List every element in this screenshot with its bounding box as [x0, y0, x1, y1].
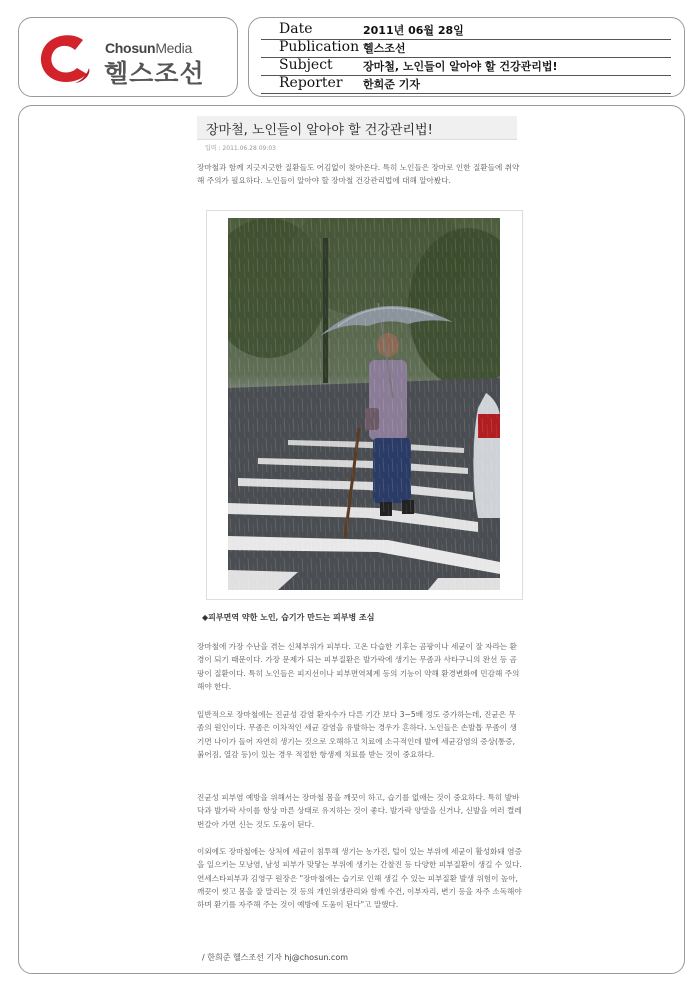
chosun-media-logo-icon	[35, 30, 97, 84]
logo-box	[18, 17, 238, 97]
article-paragraph: 일반적으로 장마철에는 진균성 감염 환자수가 다른 기간 보다 3~5배 정도 증가하는데, 진균은 무좀의 원인이다. 무좀은 이차적인 세균 감염을 유발하는 경우가 흔하다. 노인들은 손발톱 무좀이 생기면 나이가 들어 자연히 생기는 것으로 오해하고 치료에 소극적인데 발에 세균감염의 증상(통증, 붉어짐, 열감 등)이 있는 경우 적절한 항생제 치료를 받는 것이 중요하다.	[197, 710, 517, 759]
meta-row-reporter	[261, 75, 671, 94]
article-photo-frame	[206, 210, 523, 600]
brand-name-ko: 헬스조선	[104, 59, 205, 88]
article-dateline: 입력 : 2011.06.28 09:03	[205, 145, 276, 152]
article-paragraph: 이외에도 장마철에는 상처에 세균이 침투해 생기는 농가진, 털이 있는 부위에 세균이 활성화돼 염증을 일으키는 모낭염, 남성 피부가 맞닿는 부위에 생기는 간찰진 등 다양한 피부질환이 생길 수 있다. 연세스타피부과 김영구 원장은 "장마철에는 습기로 인해 생길 수 있는 피부질환 발생 위험이 높아, 깨끗이 씻고 몸을 잘 말리는 것 등의 개인위생관리와 함께 수건, 이부자리, 변기 등을 자주 소독해야 하며 환기를 자주해 주는 것이 예방에 도움이 된다"고 말했다.	[197, 847, 522, 910]
meta-value: 한희준 기자	[363, 78, 420, 91]
meta-value: 2011년 06월 28일	[363, 24, 464, 37]
meta-info-box	[248, 17, 685, 97]
article-paragraph: 장마철에 가장 수난을 겪는 신체부위가 피부다. 고온 다습한 기후는 곰팡이나 세균이 잘 자라는 환경이 되기 때문이다. 가장 문제가 되는 피부질환은 발가락에 생기는 무좀과 사타구니의 완선 등 곰팡이 질환이다. 특히 노인들은 피지선이나 피부면역체계 등의 기능이 약해 환경변화에 민감해 주의해야 한다.	[197, 642, 520, 691]
article-paragraph: 진균성 피부염 예방을 위해서는 장마철 몸을 깨끗이 하고, 습기를 없애는 것이 중요하다. 특히 발바닥과 발가락 사이를 항상 마른 상태로 유지하는 것이 좋다. 발가락 양말을 신거나, 신발을 여러 켤레 번갈아 가면 신는 것도 도움이 된다.	[197, 793, 522, 829]
meta-row-subject	[261, 57, 671, 76]
article-photo-image	[228, 218, 500, 590]
meta-label: Reporter	[279, 75, 343, 91]
meta-row-date	[261, 21, 671, 40]
meta-value: 헬스조선	[363, 42, 406, 55]
article-lead: 장마철과 함께 지긋지긋한 질환들도 어김없이 찾아온다. 특히 노인들은 장마로 인한 질환들에 취약해 주의가 필요하다. 노인들이 알아야 할 장마철 건강관리법에 대해 알아봤다.	[197, 163, 520, 186]
brand-name-en: ChosunMedia	[105, 40, 192, 56]
meta-label: Publication	[279, 39, 360, 55]
article-signature: / 한희준 헬스조선 기자 hj@chosun.com	[202, 953, 349, 962]
meta-label: Subject	[279, 57, 333, 73]
article-subhead: ◆피부면역 약한 노인, 습기가 만드는 피부병 조심	[202, 612, 375, 622]
meta-row-publication	[261, 39, 671, 58]
article-headline: 장마철, 노인들이 알아야 할 건강관리법!	[206, 123, 433, 138]
meta-value: 장마철, 노인들이 알아야 할 건강관리법!	[363, 60, 558, 73]
meta-label: Date	[279, 21, 313, 37]
